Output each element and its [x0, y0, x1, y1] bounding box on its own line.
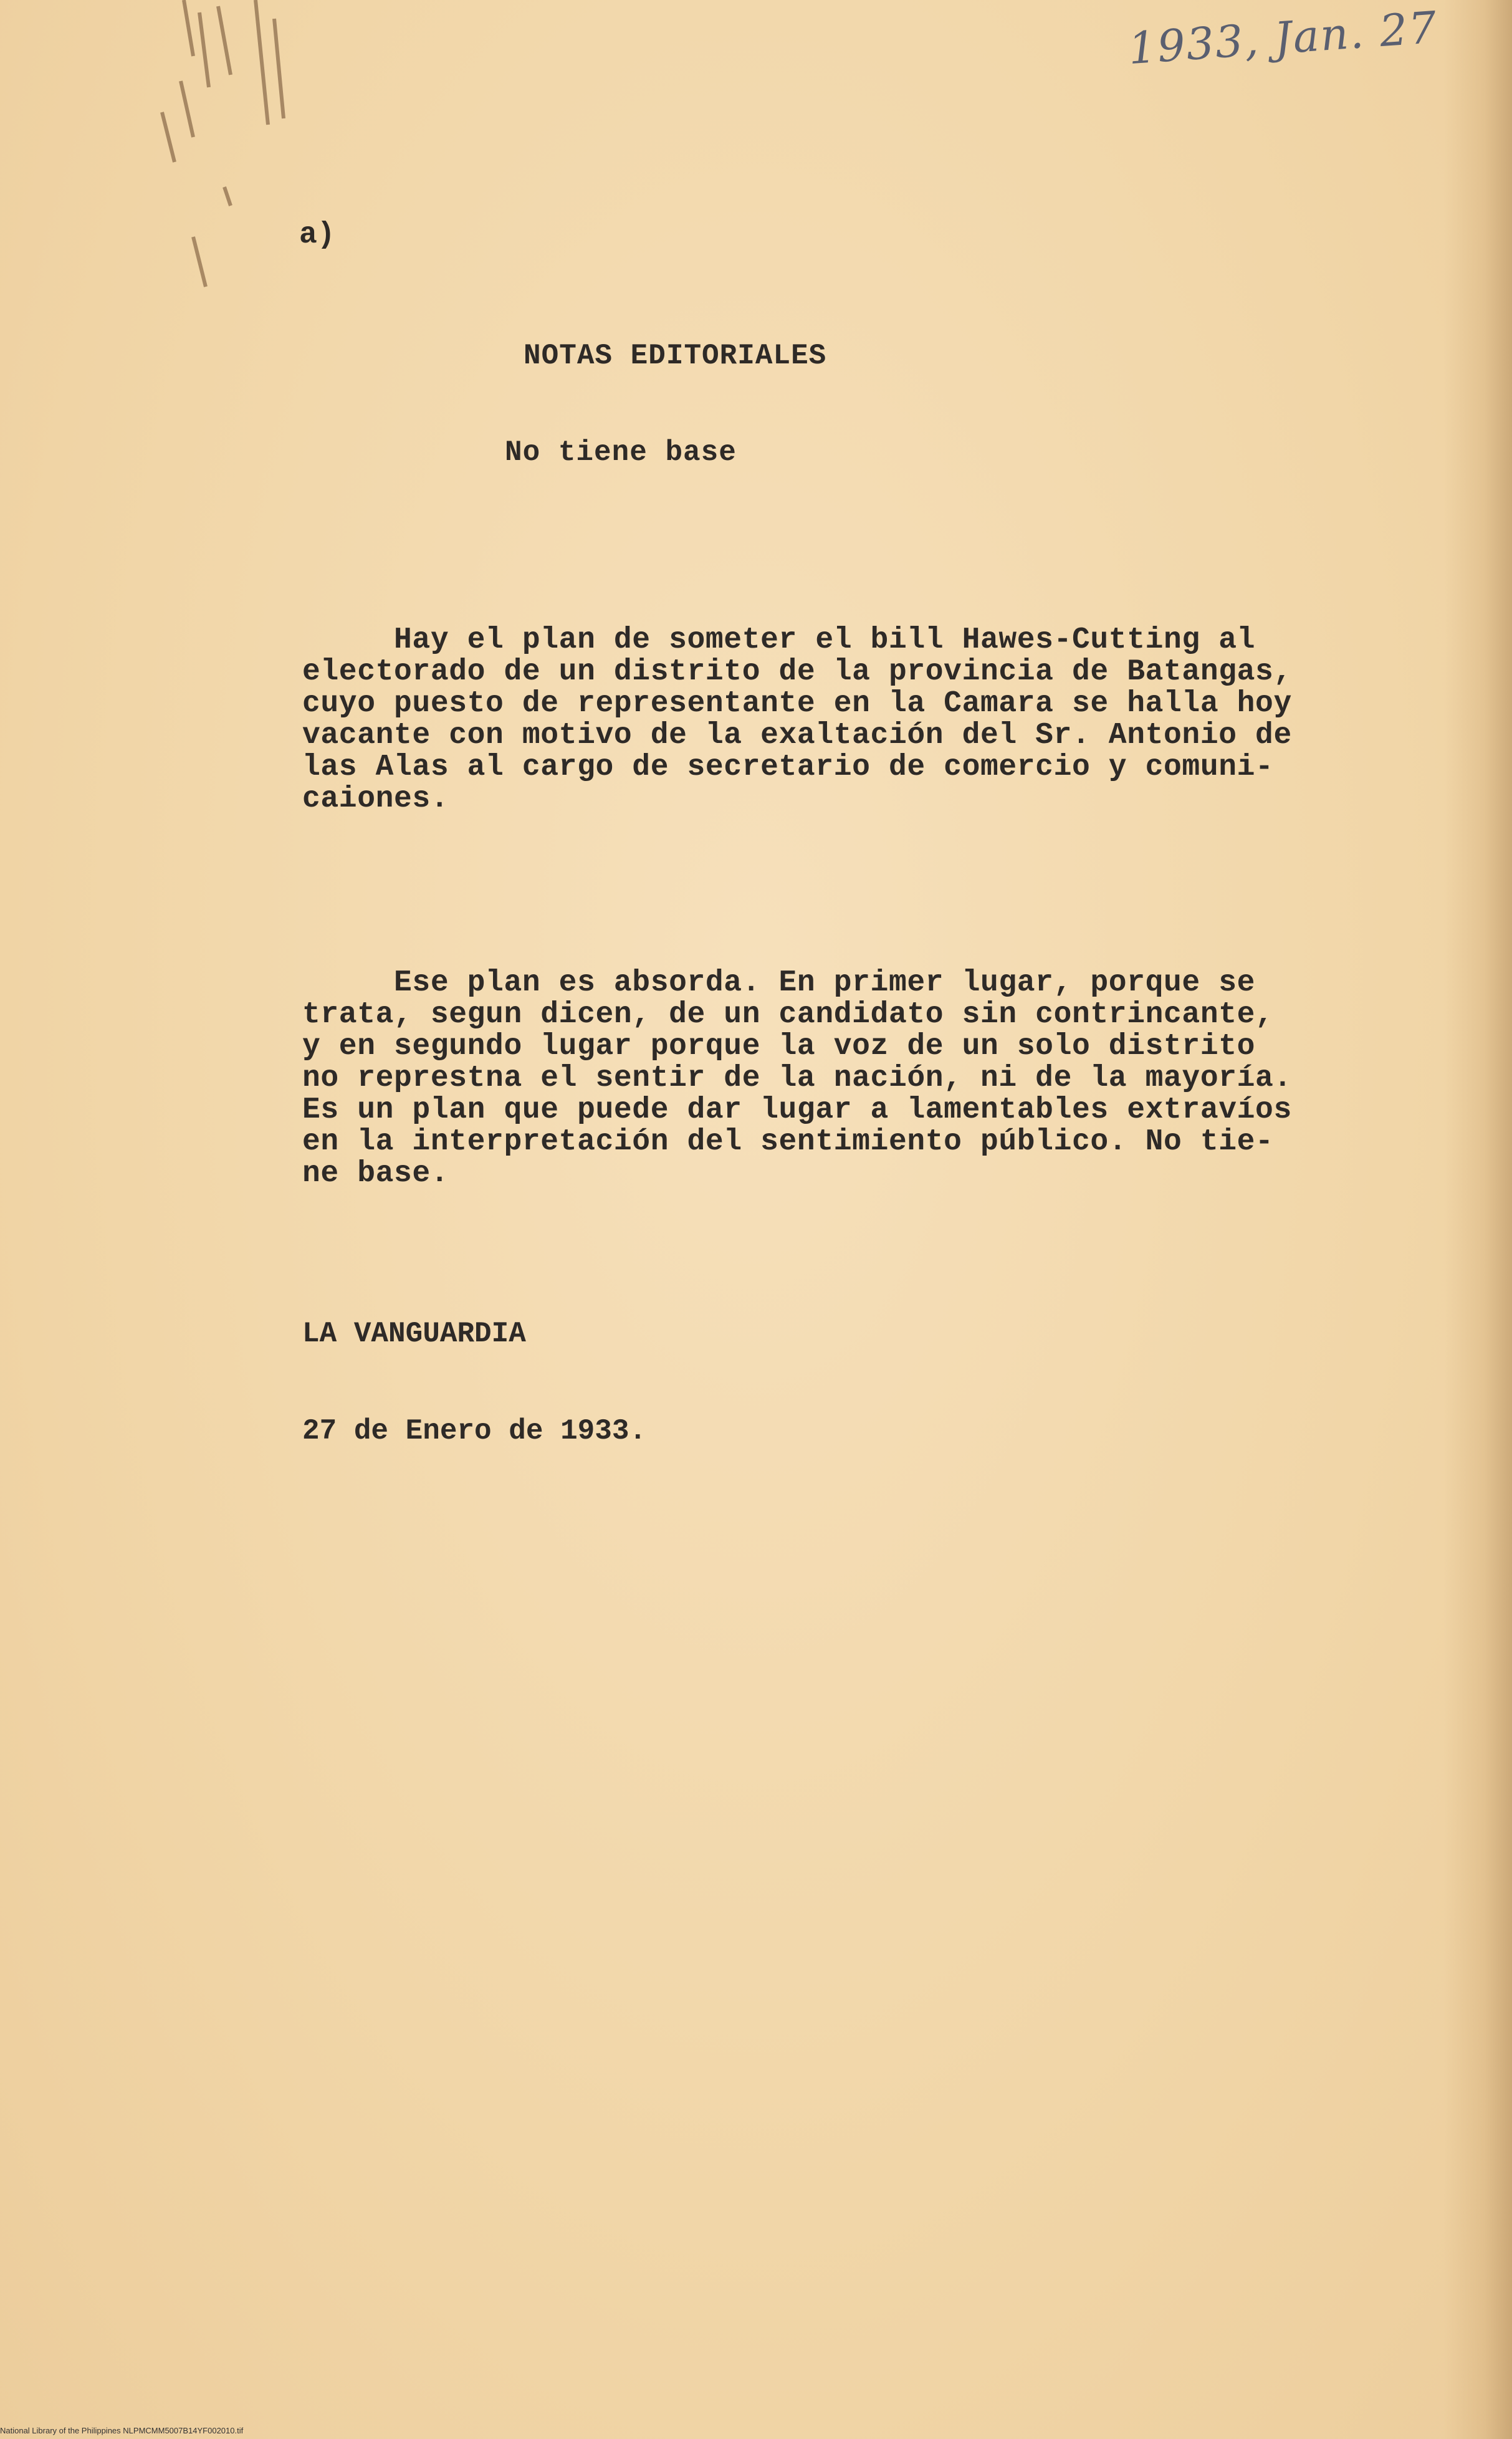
article-body: [302, 561, 1324, 1253]
section-title: NOTAS EDITORIALES: [524, 340, 827, 372]
handwritten-date: 1933, Jan. 27: [1126, 1, 1440, 75]
aged-edge: [1443, 0, 1512, 2439]
headline: No tiene base: [505, 436, 737, 469]
source-name: LA VANGUARDIA: [302, 1318, 526, 1350]
section-marker: a): [299, 218, 335, 252]
paragraph-1: Hay el plan de someter el bill Hawes-Cutting al electorado de un distrito de la provincia de Batangas, cuyo puesto de representante en la Camara se halla hoy vacante con motivo de la exaltación del Sr. Antonio de las Alas al cargo de secretario de comercio y comuni- caiones.: [302, 623, 1292, 816]
archive-footer: National Library of the Philippines NLPMCMM5007B14YF002010.tif: [0, 2426, 244, 2435]
source-block: [302, 1253, 646, 1512]
paragraph-2: Ese plan es absorda. En primer lugar, porque se trata, segun dicen, de un candidato sin contrincante, y en segundo lugar porque la voz de un solo distrito no represtna el sentir de la nación, ni de la mayoría. Es un plan que puede dar lugar a lamentables extravíos en la interpretación del sentimiento público. No tie- ne base.: [302, 966, 1292, 1191]
staple-mark-stains: [125, 0, 337, 299]
publication-date: 27 de Enero de 1933.: [302, 1415, 647, 1447]
